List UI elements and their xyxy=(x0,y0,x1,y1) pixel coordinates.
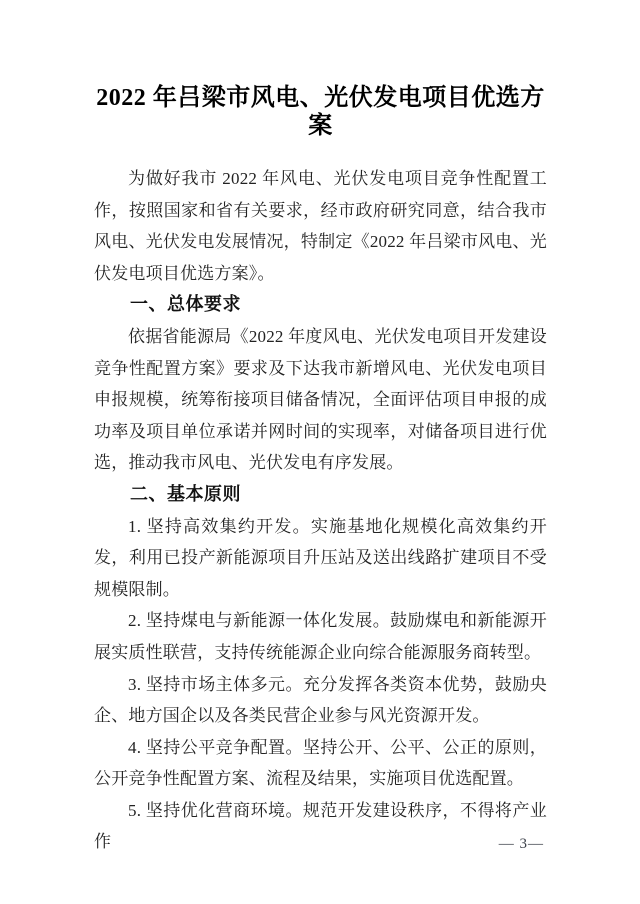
principle-item-4: 4. 坚持公平竞争配置。坚持公开、公平、公正的原则，公开竞争性配置方案、流程及结果，实施项目优选配置。 xyxy=(94,737,547,789)
document-content xyxy=(94,84,547,858)
principle-item-3: 3. 坚持市场主体多元。充分发挥各类资本优势，鼓励央企、地方国企以及各类民营企业参与风光资源开发。 xyxy=(94,674,547,726)
section-1-heading: 一、总体要求 xyxy=(130,294,241,315)
page-number: — 3— xyxy=(498,836,544,852)
principle-item-5: 5. 坚持优化营商环境。规范开发建设秩序，不得将产业作 xyxy=(94,800,547,852)
document-title: 2022 年吕梁市风电、光伏发电项目优选方案 xyxy=(96,85,545,139)
principle-item-2: 2. 坚持煤电与新能源一体化发展。鼓励煤电和新能源开展实质性联营，支持传统能源企业向综合能源服务商转型。 xyxy=(94,611,547,662)
section-1-paragraph: 依据省能源局《2022 年度风电、光伏发电项目开发建设竞争性配置方案》要求及下达我市新增风电、光伏发电项目申报规模，统筹衔接项目储备情况，全面评估项目申报的成功率及项目单位承诺并网时间的实现率，对储备项目进行优选，推动我市风电、光伏发电有序发展。 xyxy=(94,326,547,473)
principle-item-1: 1. 坚持高效集约开发。实施基地化规模化高效集约开发，利用已投产新能源项目升压站及送出线路扩建项目不受规模限制。 xyxy=(94,516,547,599)
intro-paragraph: 为做好我市 2022 年风电、光伏发电项目竞争性配置工作，按照国家和省有关要求，经市政府研究同意，结合我市风电、光伏发电发展情况，特制定《2022 年吕梁市风电、光伏发电项目优选方案》。 xyxy=(94,169,547,283)
section-2-heading: 二、基本原则 xyxy=(130,483,241,504)
